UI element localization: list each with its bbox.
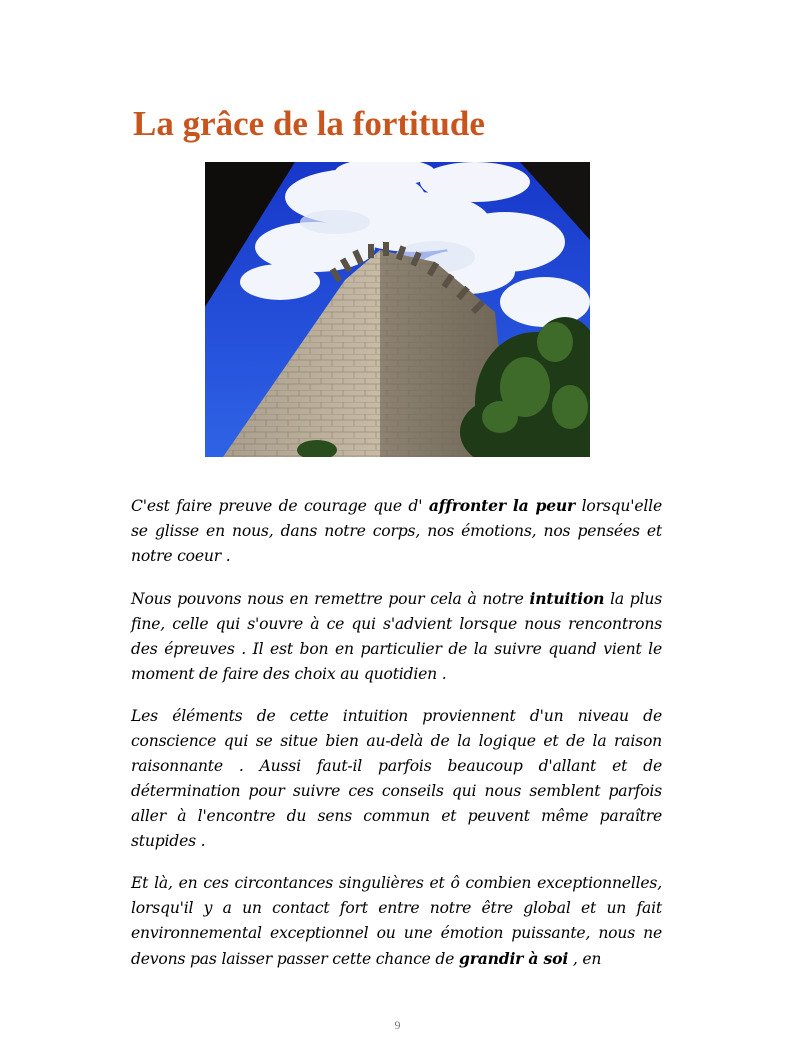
paragraph-courage [131,493,662,569]
paragraph-text: Les éléments de cette intuition proviennent d'un niveau de conscience qui se situe bien au-delà de la logique et de la raison raisonnante . Aussi faut-il parfois beaucoup d'allant et de détermination pour suivre ces conseils qui nous semblent parfois aller à l'encontre du sens commun et peuvent même paraître stupides . [131,707,662,850]
emphasis-intuition: intuition [529,589,605,608]
body-text [131,493,662,989]
paragraph-text: lorsqu'elle se glisse en nous, dans notre corps, nos émotions, nos pensées et notre coeur . [131,497,662,565]
paragraph-text: la plus fine, celle qui s'ouvre à ce qui s'advient lorsque nous rencontrons des épreuves . Il est bon en particulier de la suivre quand vient le moment de faire des choix au quotidien . [131,590,662,683]
paragraph-text: Et là, en ces circontances singulières et ô combien exceptionnelles, lorsqu'il y a un contact fort entre notre être global et un fait environnemental exceptionnel ou une émotion puissante, nous ne devons pas laisser passer cette chance de [131,874,662,968]
paragraph-elements [131,704,662,854]
paragraph-intuition [131,586,662,687]
emphasis-affronter-la-peur: affronter la peur [428,496,576,515]
tower-photo [205,162,590,457]
paragraph-circonstances [131,871,662,972]
emphasis-grandir-a-soi: grandir à soi [458,949,569,968]
page-number: 9 [394,1018,401,1032]
paragraph-text: Nous pouvons nous en remettre pour cela à notre [131,590,530,608]
paragraph-text: , en [568,950,602,968]
page-title: La grâce de la fortitude [133,104,485,143]
paragraph-text: C'est faire preuve de courage que d' [131,497,429,515]
